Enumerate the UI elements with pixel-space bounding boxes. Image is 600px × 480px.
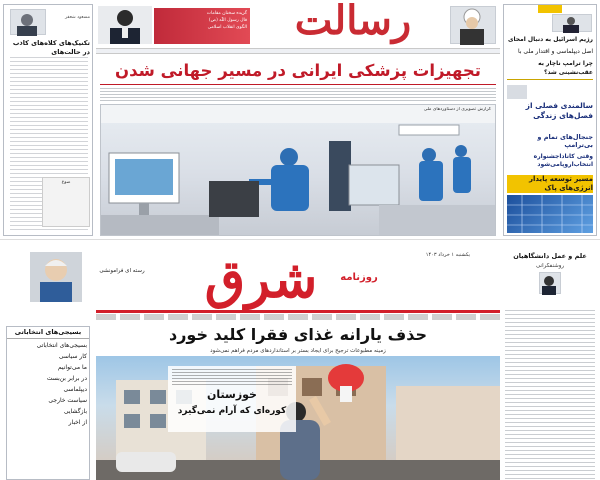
ad-line-3: الگوی انقلاب اسلامی [207, 25, 247, 30]
person-small-icon [551, 15, 591, 33]
rail-item-4: سالمندی فصلی از فصل‌های زندگی [525, 101, 593, 120]
right-columnist-name: روشنفکرانی [535, 263, 565, 269]
right-columnist-title: علم و عمل دانشگاهیان [513, 252, 587, 260]
date-line: یکشنبه ۱ خرداد ۱۴۰۳ [425, 252, 470, 258]
top-main-headline: تجهیزات پزشکی ایرانی در مسیر جهانی شدن [115, 61, 481, 80]
khuzestan-subtitle: کوره‌ای که آرام نمی‌گیرد [177, 406, 287, 416]
left-item-8: از اخبار [68, 419, 87, 426]
top-main-photo [100, 104, 496, 236]
bottom-main-photo [96, 356, 500, 480]
left-item-6: سیاست خارجی [48, 397, 87, 404]
left-person-caption: مسعود شعفر [64, 15, 90, 20]
left-item-7: بازگشایی [63, 408, 87, 415]
rail-item-3: چرا ترامپ ناچار به عقب‌نشینی شد؟ [538, 60, 593, 76]
bottom-masthead: شرق [204, 249, 318, 310]
solar-panel-icon [507, 195, 593, 233]
headline-underline [100, 84, 496, 85]
medical-equipment-scene [100, 105, 495, 236]
header-cleric-photo [450, 6, 496, 44]
photo-caption: گزارش تصویری از دستاوردهای ملی [423, 107, 491, 112]
right-columnist-photo [539, 272, 561, 294]
bottom-main-headline: حذف یارانه غذای فقرا کلید خورد [169, 325, 427, 344]
left-item-4: در برابر بن‌بست [46, 375, 87, 382]
subheader-strip [96, 314, 500, 320]
header-ad-panel [154, 8, 250, 44]
ad-line-2: قال رسول اللّٰه (ص) [208, 18, 247, 23]
rail-item-2: اصل دیپلماسی و اقتدار ملی با [518, 48, 593, 55]
bottom-left-column [6, 326, 90, 480]
bottom-right-column [505, 310, 595, 480]
left-item-3: ما می‌توانیم [57, 364, 87, 371]
street-scene [96, 356, 500, 480]
rail-item-5: جنجال‌های تمام و بی‌ترامپ [537, 133, 593, 149]
rail-item-6: وقتی کاناداجشنواره انتخاب‌اروپامی‌شود [533, 153, 593, 168]
left-item-5: دیپلماسی [63, 386, 87, 393]
left-column-headline: تکنیک‌های کلاه‌های کاذب در حالت‌های [12, 39, 90, 56]
left-item-1: بسیجی‌های انتخاباتی [36, 342, 87, 349]
rail-badge [538, 5, 562, 13]
elderly-man-portrait-icon [30, 252, 82, 302]
khuzestan-title: خوزستان [207, 388, 257, 401]
bottom-subline: زمینه مطبوعات ترجیح برای ایجاد بستر بر استانداردهای مردم فراهم نمی‌شود [210, 348, 386, 354]
rail-photo [552, 14, 592, 32]
left-column-title: بسیجی‌های انتخاباتی [7, 327, 89, 339]
lead-text-block [100, 88, 496, 102]
masthead-rule [96, 310, 500, 313]
editor-caption: رسته ای فرامونشی [99, 268, 145, 274]
top-masthead: رسالت [294, 0, 412, 44]
right-columnist-box [505, 252, 595, 302]
khuzestan-body-lines [172, 369, 292, 387]
left-person-photo [10, 9, 46, 35]
rail-energy-photo [507, 195, 593, 233]
top-header-band [96, 0, 500, 48]
bottom-masthead-small: روزنامه [340, 272, 378, 283]
rail-item-7: مسیر توسعه پایدار انرژی‌های پاک [507, 175, 593, 193]
man-portrait-icon [98, 6, 152, 44]
person-silhouette-icon [9, 10, 45, 36]
header-left-photo [98, 6, 152, 44]
left-column-box-title: ضوع [61, 180, 71, 185]
bottom-newspaper [0, 246, 600, 480]
rail-divider-1 [507, 79, 593, 80]
khuzestan-text-box [168, 366, 296, 432]
columnist-portrait-icon [538, 273, 560, 295]
left-item-2: کار سیاسی [58, 353, 87, 360]
rail-item-1: رژیم اسرائیل به دنبال امحای [507, 36, 593, 43]
ad-line-1: گزیده سخنان مقامات [206, 11, 247, 16]
cleric-portrait-icon [449, 7, 495, 45]
top-left-column [3, 4, 93, 236]
top-right-rail [503, 4, 597, 236]
rail-photo-2 [507, 85, 527, 99]
left-column-box [42, 177, 90, 227]
header-info-strip [96, 48, 500, 54]
editor-photo [30, 252, 82, 302]
